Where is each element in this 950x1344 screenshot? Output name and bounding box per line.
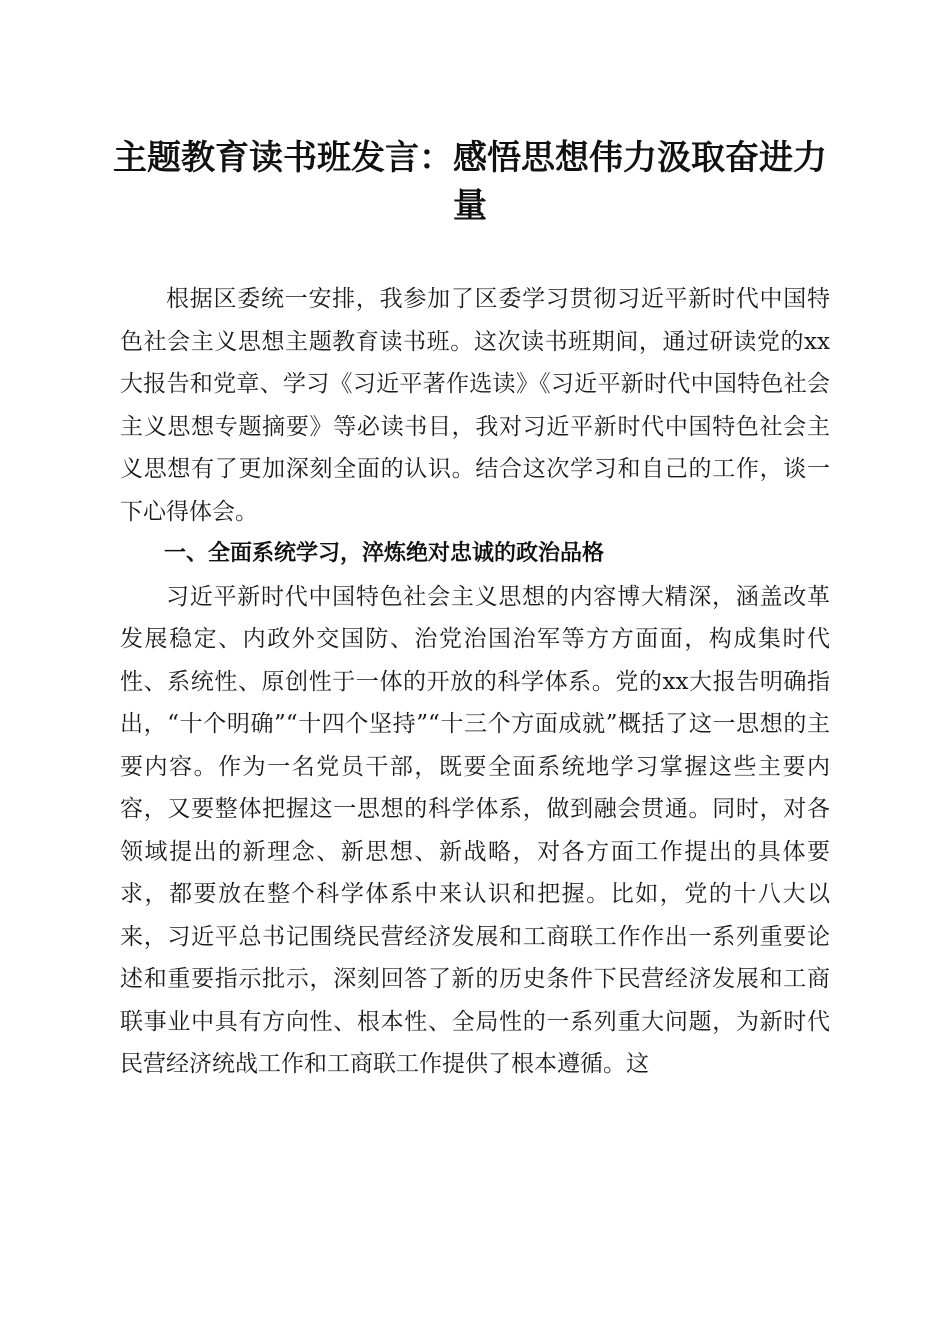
section-paragraph: 习近平新时代中国特色社会主义思想的内容博大精深，涵盖改革发展稳定、内政外交国防、治党治国治军等方方面面，构成集时代性、系统性、原创性于一体的开放的科学体系。党的xx大报告明确指出，“十个明确”“十四个坚持”“十三个方面成就”概括了这一思想的主要内容。作为一名党员干部，既要全面系统地学习掌握这些主要内容，又要整体把握这一思想的科学体系，做到融会贯通。同时，对各领域提出的新理念、新思想、新战略，对各方面工作提出的具体要求，都要放在整个科学体系中来认识和把握。比如，党的十八大以来，习近平总书记围绕民营经济发展和工商联工作作出一系列重要论述和重要指示批示，深刻回答了新的历史条件下民营经济发展和工商联事业中具有方向性、根本性、全局性的一系列重大问题，为新时代民营经济统战工作和工商联工作提供了根本遵循。这 xyxy=(120,583,830,1077)
document-title: 主题教育读书班发言：感悟思想伟力汲取奋进力量 xyxy=(113,138,827,226)
section-heading: 一、全面系统学习，淬炼绝对忠诚的政治品格 xyxy=(164,541,605,566)
intro-paragraph: 根据区委统一安排，我参加了区委学习贯彻习近平新时代中国特色社会主义思想主题教育读书班。这次读书班期间，通过研读党的xx大报告和党章、学习《习近平著作选读》《习近平新时代中国特色社会主义思想专题摘要》等必读书目，我对习近平新时代中国特色社会主义思想有了更加深刻全面的认识。结合这次学习和自己的工作，谈一下心得体会。 xyxy=(120,286,830,525)
document-body xyxy=(120,278,830,1086)
